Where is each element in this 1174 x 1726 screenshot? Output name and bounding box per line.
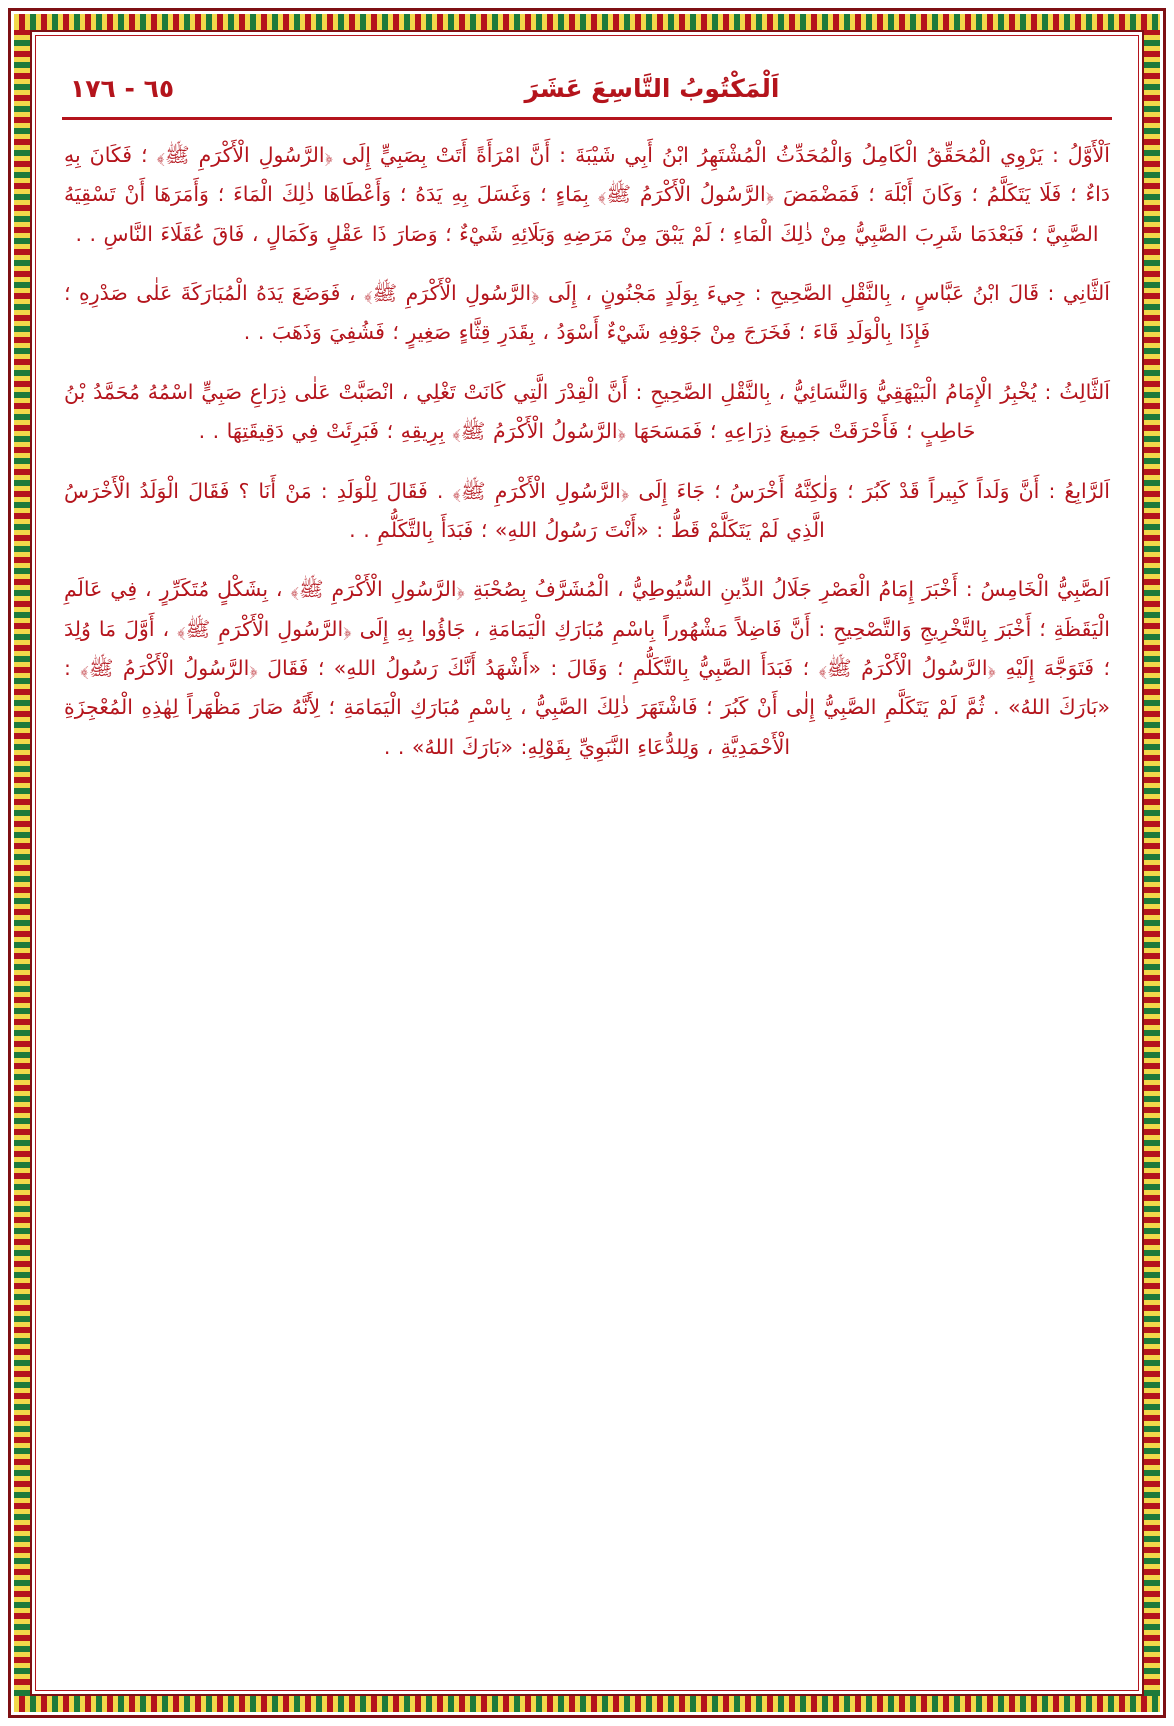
page-header bbox=[56, 52, 1118, 103]
paragraph-fifth: اَلصَّبِيُّ الْخَامِسُ : أَخْبَرَ إِمَامُ الْعَصْرِ جَلَالُ الدِّينِ السُّيُوطِيُّ ، الْمُشَرَّفُ بِصُحْبَةِ ﴿الرَّسُولِ الْأَكْرَمِ ﷺ﴾ ، بِشَكْلٍ مُتَكَرِّرٍ ، فِي عَالَمِ الْيَقَظَةِ ؛ أَخْبَرَ بِالتَّخْرِيجِ وَالتَّصْحِيحِ : أَنَّ فَاضِلاً مَشْهُوراً بِاسْمِ مُبَارَكِ الْيَمَامَةِ ، جَاؤُوا بِهِ إِلَى ﴿الرَّسُولِ الْأَكْرَمِ ﷺ﴾ ، أَوَّلَ مَا وُلِدَ ؛ فَتَوَجَّهَ إِلَيْهِ ﴿الرَّسُولُ الْأَكْرَمُ ﷺ﴾ ؛ فَبَدَأَ الصَّبِيُّ بِالتَّكَلُّمِ ؛ وَقَالَ : «أَشْهَدُ أَنَّكَ رَسُولُ اللهِ» ؛ فَقَالَ ﴿الرَّسُولُ الْأَكْرَمُ ﷺ﴾ : «بَارَكَ اللهُ» . ثُمَّ لَمْ يَتَكَلَّمِ الصَّبِيُّ إِلٰى أَنْ كَبُرَ ؛ فَاشْتَهَرَ ذٰلِكَ الصَّبِيُّ ، بِاسْمِ مُبَارَكِ الْيَمَامَةِ ؛ لِأَنَّهُ صَارَ مَظْهَراً لِهٰذِهِ الْمُعْجِزَةِ الْأَحْمَدِيَّةِ ، وَلِلدُّعَاءِ النَّبَوِيِّ بِقَوْلِهِ: «بَارَكَ اللهُ» . . bbox=[64, 577, 1110, 759]
page-number: ٦٥ - ١٧٦ bbox=[70, 74, 175, 103]
page-title: اَلْمَكْتُوبُ التَّاسِعَ عَشَرَ bbox=[524, 74, 780, 103]
paragraph-fourth: اَلرَّابِعُ : أَنَّ وَلَداً كَبِيراً قَدْ كَبُرَ ؛ وَلٰكِنَّهُ أَخْرَسُ ؛ جَاءَ إِلَى ﴿الرَّسُولِ الْأَكْرَمِ ﷺ﴾ . فَقَالَ لِلْوَلَدِ : مَنْ أَنَا ؟ فَقَالَ الْوَلَدُ الْأَخْرَسُ الَّذِي لَمْ يَتَكَلَّمْ قَطُّ : «أَنْتَ رَسُولُ اللهِ» ؛ فَبَدَأَ بِالتَّكَلُّمِ . . bbox=[64, 478, 1110, 542]
paragraph-second: اَلثَّانِي : قَالَ ابْنُ عَبَّاسٍ ، بِالنَّقْلِ الصَّحِيحِ : جِيءَ بِوَلَدٍ مَجْنُونٍ ، إِلَى ﴿الرَّسُولِ الْأَكْرَمِ ﷺ﴾ ، فَوَضَعَ يَدَهُ الْمُبَارَكَةَ عَلٰى صَدْرِهِ ؛ فَإِذَا بِالْوَلَدِ قَاءَ ؛ فَخَرَجَ مِنْ جَوْفِهِ شَيْءٌ أَسْوَدُ ، بِقَدَرِ قِثَّاءٍ صَغِيرٍ ؛ فَشُفِيَ وَذَهَبَ . . bbox=[64, 281, 1110, 345]
paragraph-third: اَلثَّالِثُ : يُخْبِرُ الْإِمَامُ الْبَيْهَقِيُّ وَالنَّسَائِيُّ ، بِالنَّقْلِ الصَّحِيحِ : أَنَّ الْقِدْرَ الَّتِي كَانَتْ تَغْلِي ، انْصَبَّتْ عَلٰى ذِرَاعِ صَبِيٍّ اسْمُهُ مُحَمَّدُ بْنُ حَاطِبٍ ؛ فَأَحْرَقَتْ جَمِيعَ ذِرَاعِهِ ؛ فَمَسَحَهَا ﴿الرَّسُولُ الْأَكْرَمُ ﷺ﴾ بِرِيقِهِ ؛ فَبَرِئَتْ فِي دَقِيقَتِهَا . . bbox=[64, 379, 1110, 444]
page-content bbox=[56, 52, 1118, 1674]
document-body bbox=[56, 120, 1118, 767]
paragraph-first: اَلْأَوَّلُ : يَرْوِي الْمُحَقِّقُ الْكَامِلُ وَالْمُحَدِّثُ الْمُشْتَهِرُ ابْنُ أَبِي شَيْبَةَ : أَنَّ امْرَأَةً أَتَتْ بِصَبِيٍّ إِلَى ﴿الرَّسُولِ الْأَكْرَمِ ﷺ﴾ ؛ فَكَانَ بِهِ دَاءٌ ؛ فَلَا يَتَكَلَّمُ ؛ وَكَانَ أَبْلَهَ ؛ فَمَضْمَضَ ﴿الرَّسُولُ الْأَكْرَمُ ﷺ﴾ بِمَاءٍ ؛ وَغَسَلَ بِهِ يَدَهُ ؛ وَأَعْطَاهَا ذٰلِكَ الْمَاءَ ؛ وَأَمَرَهَا أَنْ تَسْقِيَهُ الصَّبِيَّ ؛ فَبَعْدَمَا شَرِبَ الصَّبِيُّ مِنْ ذٰلِكَ الْمَاءِ ؛ لَمْ يَبْقَ مِنْ مَرَضِهِ وَبَلَائِهِ شَيْءٌ ؛ وَصَارَ ذَا عَقْلٍ وَكَمَالٍ ، فَاقَ عُقَلَاءَ النَّاسِ . . bbox=[64, 143, 1110, 246]
